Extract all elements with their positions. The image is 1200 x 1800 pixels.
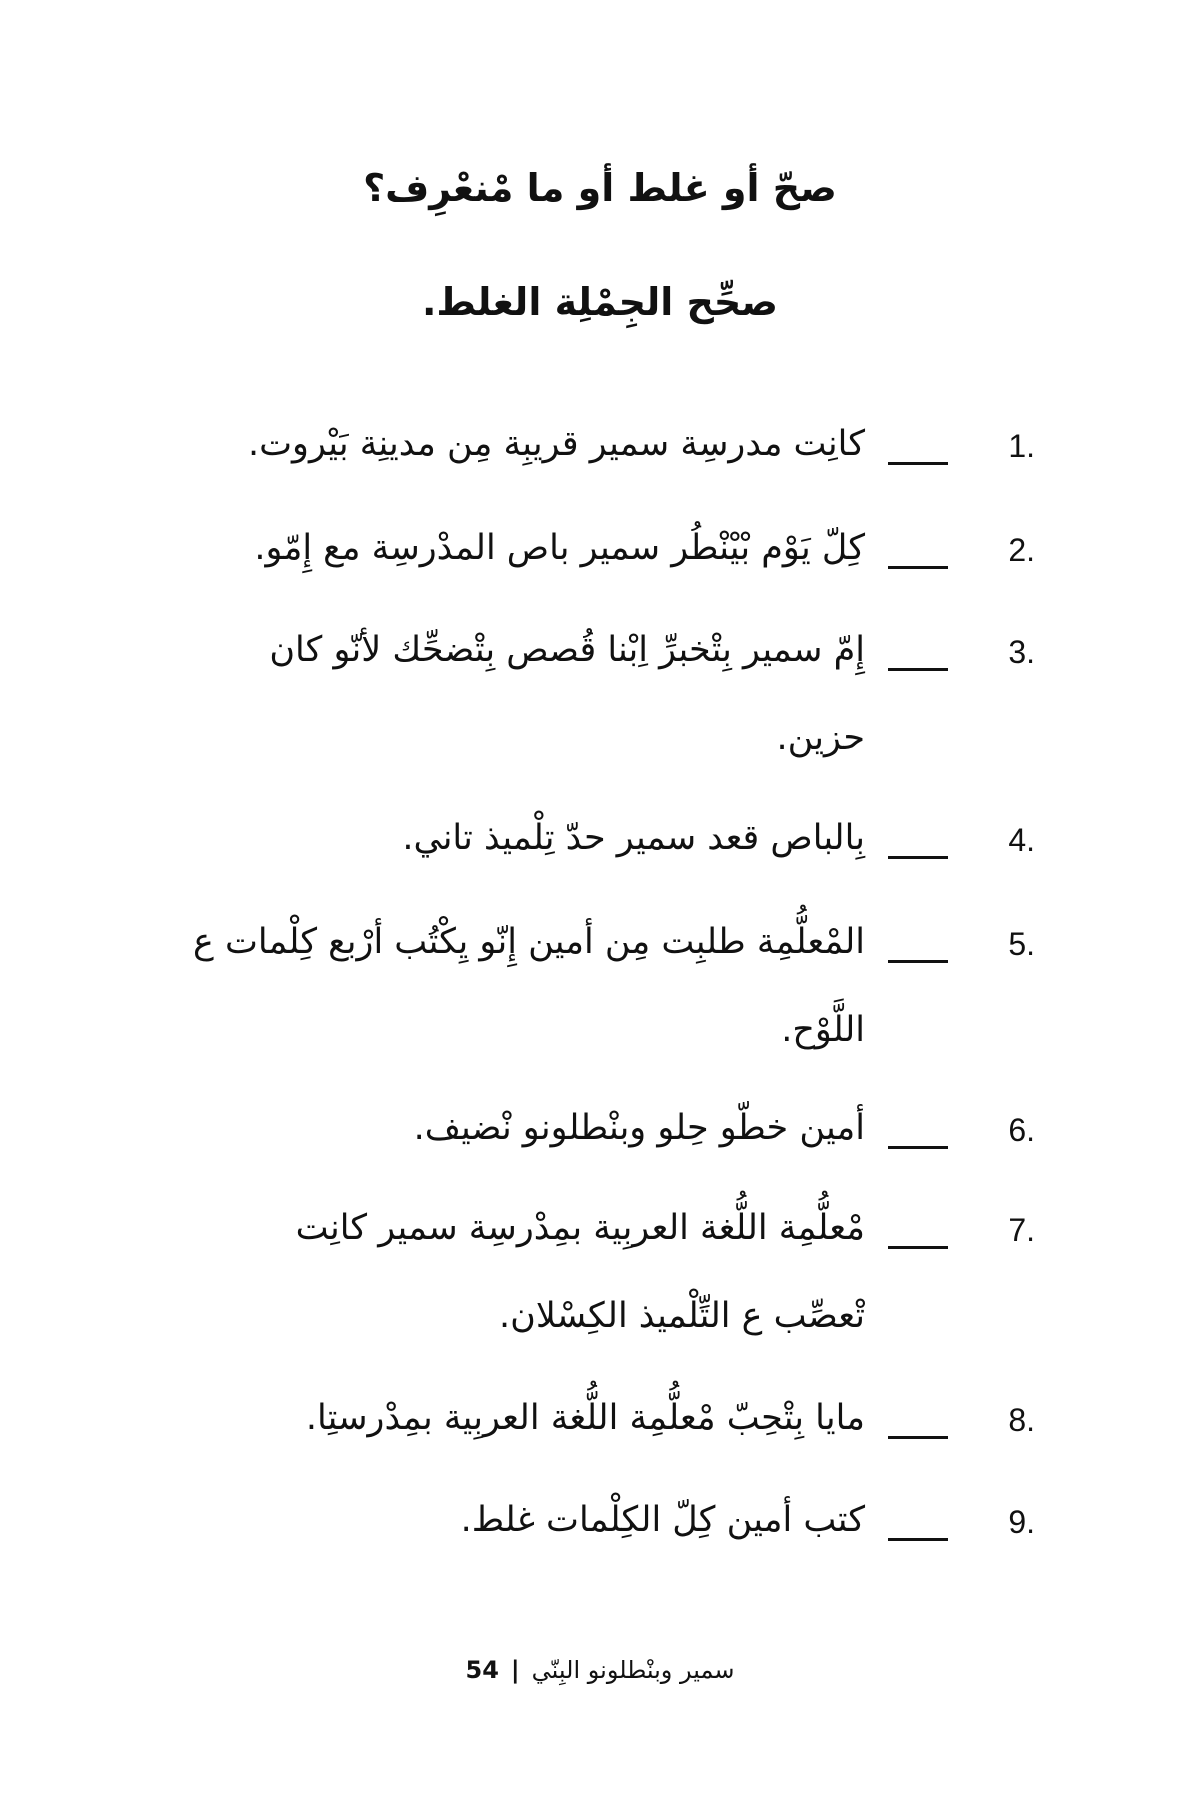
question-line: كتب أمين كِلّ الكِلْمات غلط. [460, 1500, 865, 1540]
answer-blank[interactable] [888, 1538, 948, 1541]
question-line: تْعصِّب ع التِّلْميذ الكِسْلان. [499, 1296, 865, 1336]
answer-blank[interactable] [888, 462, 948, 465]
question-number: 7. [1008, 1212, 1035, 1248]
page-footer [0, 1650, 1200, 1690]
answer-blank[interactable] [888, 1146, 948, 1149]
question-line: أمين خطّو حِلو وبنْطلونو نْضيف. [413, 1108, 865, 1148]
answer-blank[interactable] [888, 566, 948, 569]
question-number: 8. [1008, 1402, 1035, 1438]
question-number: 2. [1008, 532, 1035, 568]
question-text [155, 1476, 865, 1564]
page-number: 54 [465, 1656, 499, 1684]
answer-blank[interactable] [888, 1436, 948, 1439]
question-line: إِمّ سمير بِتْخبرِّ اِبْنا قُصص بِتْضحِّك لأنّو كان [269, 630, 865, 670]
answer-blank[interactable] [888, 960, 948, 963]
question-number: 1. [1008, 428, 1035, 464]
question-text [155, 400, 865, 488]
question-line: كِلّ يَوْم بْيْنْطُر سمير باص المدْرسِة مع إِمّو. [254, 528, 865, 568]
question-number: 3. [1008, 634, 1035, 670]
book-title: سمير وبنْطلونو البِنّي [531, 1656, 735, 1684]
question-line: مْعلُّمِة اللُّغة العربِية بمِدْرسِة سمير كانِت [295, 1208, 865, 1248]
answer-blank[interactable] [888, 856, 948, 859]
question-number: 6. [1008, 1112, 1035, 1148]
question-text [155, 794, 865, 882]
question-text [155, 504, 865, 592]
question-line: كانِت مدرسِة سمير قريبِة مِن مدينِة بَيْروت. [247, 424, 865, 464]
question-number: 4. [1008, 822, 1035, 858]
question-line: مايا بِتْحِبّ مْعلُّمِة اللُّغة العربِية بمِدْرستِا. [305, 1398, 865, 1438]
question-text [155, 1184, 865, 1360]
question-line: اللَّوْح. [781, 1010, 865, 1050]
question-text [155, 898, 865, 1074]
footer-separator: | [510, 1656, 520, 1684]
answer-blank[interactable] [888, 668, 948, 671]
question-line: المْعلُّمِة طلبِت مِن أمين إِنّو يِكْتُب أرْبع كِلْمات ع [192, 922, 865, 962]
question-text [155, 606, 865, 782]
instruction-heading: صحِّح الجِمْلِة الغلط. [421, 280, 779, 324]
answer-blank[interactable] [888, 1246, 948, 1249]
question-text [155, 1084, 865, 1172]
question-number: 9. [1008, 1504, 1035, 1540]
question-line: حزين. [776, 718, 865, 758]
question-text [155, 1374, 865, 1462]
question-line: بِالباص قعد سمير حدّ تِلْميذ تاني. [402, 818, 865, 858]
page-title: صحّ أو غلط أو ما مْنعْرِف؟ [363, 166, 837, 210]
question-number: 5. [1008, 926, 1035, 962]
